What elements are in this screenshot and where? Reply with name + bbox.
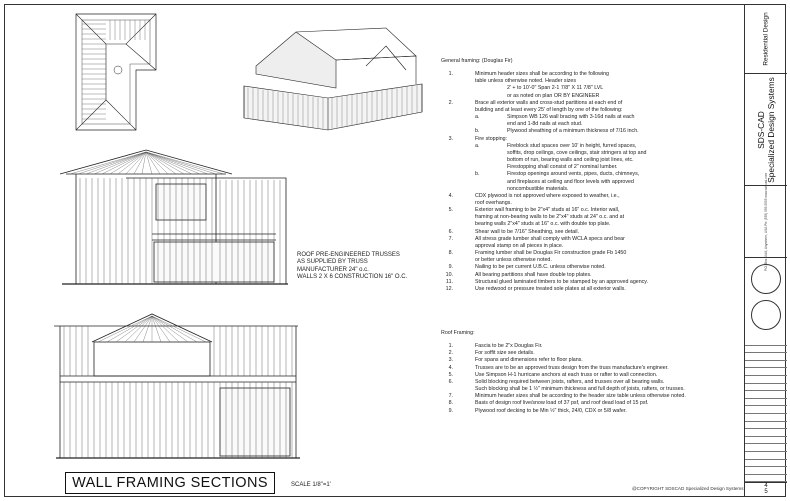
company-details: P.O. Box ####, Anywhere, USA Ph: (555) 555-5555 www.sdscad.com — [764, 172, 768, 271]
truss-note-line: ROOF PRE-ENGINEERED TRUSSES — [297, 252, 400, 258]
note-number: 3. — [448, 357, 453, 364]
sub-note-letter: b. — [475, 128, 480, 135]
truss-note-line: AS SUPPLIED BY TRUSS — [297, 259, 368, 266]
title-block-company-cell — [745, 74, 787, 186]
note-line — [441, 393, 686, 400]
note-line — [441, 286, 648, 293]
truss-note-line: WALLS 2 X 6 CONSTRUCTION 16" O.C. — [297, 274, 408, 281]
note-text: All bearing partitions shall have double top plates. — [475, 271, 592, 278]
title-block-discipline-cell — [745, 4, 787, 74]
sub-note-text: and fireplaces at ceiling and floor levels with approved — [507, 178, 634, 185]
note-number: 2. — [448, 99, 453, 106]
title-block — [744, 4, 786, 497]
note-line — [441, 250, 648, 257]
sub-note-letter: a. — [475, 114, 480, 121]
sub-note-line — [441, 179, 648, 186]
page-number-top: 4 — [764, 483, 768, 489]
general-framing-heading: General framing: (Douglas Fir) — [441, 58, 513, 64]
title-block-details-cell — [745, 172, 787, 271]
lower-wall-section-drawing — [52, 312, 304, 462]
copyright-notice: @COPYRIGHT SDSCAD Specialized Design Systems — [632, 486, 744, 491]
company-name-line: SDS-CAD — [756, 110, 766, 149]
sub-note-line — [441, 186, 648, 193]
note-number: 9. — [448, 407, 453, 414]
truss-note — [297, 252, 437, 282]
note-line — [441, 200, 648, 207]
note-line — [441, 136, 648, 143]
note-line — [441, 221, 648, 228]
note-line — [441, 264, 648, 271]
seal-circle — [751, 300, 781, 330]
note-line — [441, 107, 648, 114]
note-text: Exterior wall framing to be 2"x4" studs at 16" o.c. Interior wall, — [475, 207, 620, 214]
note-text: Brace all exterior walls and cross-stud partitions at each end of — [475, 99, 623, 106]
sub-note-line — [441, 114, 648, 121]
note-text: Trusses are to be an approved truss design from the truss manufacture's engineer. — [475, 364, 669, 371]
note-line — [441, 236, 648, 243]
note-text: All stress grade lumber shall comply with WCLA specs and bear — [475, 235, 625, 242]
sub-note-text: Fireblock stud spaces over 10' in height, furred spaces, — [507, 142, 637, 149]
sheet-title: WALL FRAMING SECTIONS — [72, 475, 268, 491]
discipline-label: Residential Design — [762, 11, 770, 66]
sub-note-text: Firestop openings around vents, pipes, ducts, chimneys, — [507, 171, 640, 178]
note-text: Such blocking shall be 1 ½" minimum thickness and full depth of joists, rafters, or trusses. — [475, 386, 685, 393]
page-number-cell — [745, 482, 787, 497]
note-text: Use Simpson H-1 hurricane anchors at each truss or rafter to wall connection. — [475, 371, 658, 378]
sub-note-text: end and 1-8d nails at each stud. — [507, 121, 583, 128]
note-subline: 2' + to 10'-0" Span 2-1 7/8" X 11 7/8" LVL — [507, 85, 604, 92]
note-line — [441, 400, 686, 407]
general-framing-list — [441, 71, 648, 293]
note-number: 8. — [448, 400, 453, 407]
note-text: Basis of design roof live/snow load of 37 psf, and roof dead load of 15 psf. — [475, 400, 649, 407]
note-number: 4. — [448, 364, 453, 371]
truss-note-line: MANUFACTURER 24" o.c. — [297, 266, 369, 273]
note-text: CDX plywood is not approved where exposed to weather, i.e., — [475, 192, 620, 199]
note-line — [441, 100, 648, 107]
scale-label: SCALE 1/8"=1' — [291, 482, 331, 488]
sub-note-text: Plywood sheathing of a minimum thickness of 7/16 inch. — [507, 128, 639, 135]
company-name — [756, 77, 776, 183]
roof-plan-drawing — [66, 10, 164, 134]
revision-lines — [745, 338, 787, 482]
note-text: Use redwood or pressure treated sole plates at all exterior walls. — [475, 285, 626, 292]
general-framing-notes — [441, 58, 648, 293]
note-text: For spans and dimensions refer to floor plans. — [475, 357, 583, 364]
note-text: Structural glued laminated timbers to be stamped by an approved agency. — [475, 278, 649, 285]
sheet-title-box — [65, 472, 275, 494]
roof-framing-notes — [441, 330, 686, 415]
sub-note-line — [441, 121, 648, 128]
note-text: bearing walls 2"x4" studs at 16" o.c. with double top plate. — [475, 221, 611, 228]
note-subline: or as noted on plan OR BY ENGINEER — [507, 92, 600, 99]
note-line — [441, 350, 686, 357]
note-line — [441, 71, 648, 78]
note-line — [441, 193, 648, 200]
sub-note-letter: b. — [475, 171, 480, 178]
note-line — [441, 372, 686, 379]
note-number: 5. — [448, 371, 453, 378]
note-text: approval stamp on all pieces in place. — [475, 242, 564, 249]
sub-note-line — [441, 143, 648, 150]
note-number: 4. — [448, 192, 453, 199]
note-line — [441, 343, 686, 350]
note-number: 12. — [445, 285, 453, 292]
company-name-line: Specialized Design Systems — [766, 76, 776, 183]
sub-note-text: Simpson WB 126 wall bracing with 3-16d nails at each — [507, 114, 635, 121]
note-line — [441, 279, 648, 286]
note-number: 11. — [446, 278, 453, 285]
note-line — [441, 229, 648, 236]
note-text: For soffit size see details. — [475, 350, 535, 357]
note-text: Solid blocking required between joists, rafters, and trusses over all bearing walls. — [475, 378, 665, 385]
note-text: framing at non-bearing walls to be 2"x4" studs at 24" o.c. and at — [475, 214, 625, 221]
seal-circle — [751, 264, 781, 294]
page-number-bottom: 5 — [764, 489, 768, 495]
note-number: 7. — [448, 393, 453, 400]
note-number: 5. — [448, 207, 453, 214]
note-number: 6. — [448, 378, 453, 385]
note-text: Shear wall to be 7/16" Sheathing, see detail. — [475, 228, 580, 235]
note-number: 1. — [448, 343, 453, 350]
note-line — [441, 243, 648, 250]
note-line — [441, 214, 648, 221]
sub-note-line — [441, 164, 648, 171]
note-text: Nailing to be per current U.B.C. unless otherwise noted. — [475, 264, 606, 271]
note-number: 8. — [448, 250, 453, 257]
note-number: 1. — [448, 71, 453, 78]
sub-note-line — [441, 171, 648, 178]
sub-note-line — [441, 128, 648, 135]
roof-framing-heading: Roof Framing: — [441, 330, 475, 336]
note-text: Plywood roof decking to be Min ½" thick, 24/0, CDX or 5/8 wafer. — [475, 407, 627, 414]
note-text: roof overhangs. — [475, 199, 512, 206]
note-text: Framing lumber shall be Douglas Fir construction grade Fb 1450 — [475, 250, 627, 257]
note-number: 9. — [448, 264, 453, 271]
upper-wall-section-drawing — [56, 148, 290, 288]
note-line — [441, 408, 686, 415]
note-line — [441, 365, 686, 372]
sub-note-line — [441, 157, 648, 164]
note-number: 2. — [448, 350, 453, 357]
note-text: Minimum header sizes shall be according to the following — [475, 71, 609, 78]
note-text: building and at least every 25' of length by one of the following: — [475, 106, 623, 113]
sub-note-text: soffits, drop ceilings, cove ceilings, stair stringers at top and — [507, 149, 647, 156]
note-line — [441, 257, 648, 264]
note-number: 10. — [445, 271, 453, 278]
note-text: table unless otherwise noted. Header sizes — [475, 78, 576, 85]
note-line — [441, 272, 648, 279]
note-line — [441, 207, 648, 214]
note-line — [441, 357, 686, 364]
note-line — [441, 78, 648, 85]
note-number: 6. — [448, 228, 453, 235]
sub-note-text: noncombustible materials. — [507, 185, 569, 192]
note-text: Fascia to be 2"x Douglas Fir. — [475, 343, 543, 350]
note-text: or better unless otherwise noted. — [475, 257, 552, 264]
roof-framing-list — [441, 343, 686, 415]
sub-note-text: Firestopping shall consist of 2" nominal lumber. — [507, 164, 618, 171]
note-number: 7. — [448, 235, 453, 242]
sub-note-line — [441, 150, 648, 157]
note-text: Fire stopping: — [475, 135, 508, 142]
sub-note-letter: a. — [475, 142, 480, 149]
note-text: Minimum header sizes shall be according to the header size table unless otherwise noted. — [475, 393, 686, 400]
note-line — [441, 386, 686, 393]
isometric-framing-drawing — [236, 26, 426, 134]
sub-note-text: bottom of run, bearing walls and ceiling joist lines, etc. — [507, 157, 634, 164]
note-number: 3. — [448, 135, 453, 142]
